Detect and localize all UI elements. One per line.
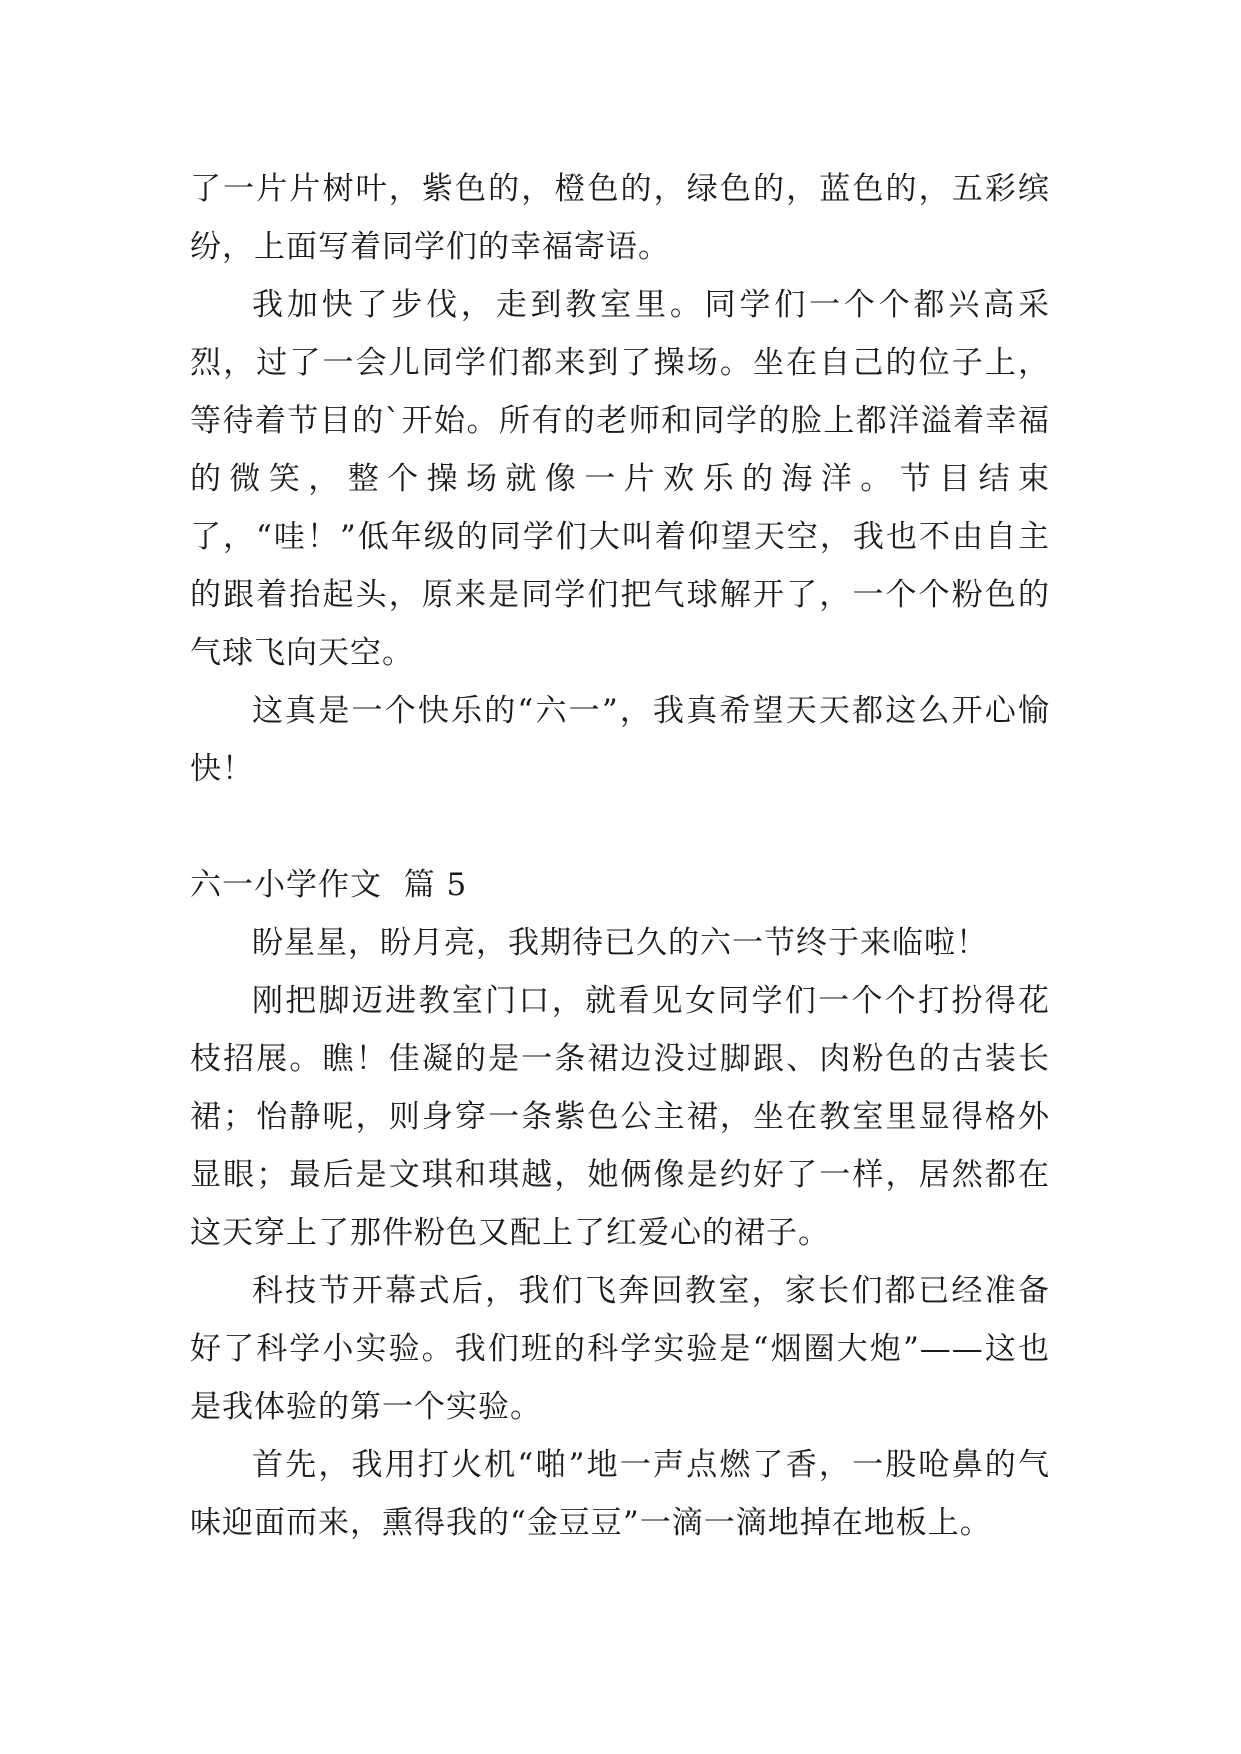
paragraph-happy-children-day: 这真是一个快乐的“六一”，我真希望天天都这么开心愉快！ (190, 693, 1050, 787)
paragraph-playground-balloons: 我加快了步伐，走到教室里。同学们一个个都兴高采烈，过了一会儿同学们都来到了操场。坐在自己的位子上，等待着节目的`开始。所有的老师和同学的脸上都洋溢着幸福的微笑，整个操场就像一片欢乐的海洋。节目结束了，“哇！”低年级的同学们大叫着仰望天空，我也不由自主的跟着抬起头，原来是同学们把气球解开了，一个个粉色的气球飞向天空。 (190, 287, 1050, 671)
paragraph-waiting-for-festival: 盼星星，盼月亮，我期待已久的六一节终于来临啦！ (252, 925, 988, 961)
paragraph-science-experiment: 科技节开幕式后，我们飞奔回教室，家长们都已经准备好了科学小实验。我们班的科学实验是“烟圈大炮”——这也是我体验的第一个实验。 (190, 1273, 1050, 1425)
document-body (190, 160, 1050, 1552)
paragraph-girls-dresses: 刚把脚迈进教室门口，就看见女同学们一个个打扮得花枝招展。瞧！佳凝的是一条裙边没过脚跟、肉粉色的古装长裙；怡静呢，则身穿一条紫色公主裙，坐在教室里显得格外显眼；最后是文琪和琪越，她俩像是约好了一样，居然都在这天穿上了那件粉色又配上了红爱心的裙子。 (190, 983, 1050, 1251)
section-heading: 六一小学作文 篇 5 (190, 867, 468, 903)
section-gap (190, 798, 1050, 856)
paragraph-leaves-greetings: 了一片片树叶，紫色的，橙色的，绿色的，蓝色的，五彩缤纷，上面写着同学们的幸福寄语。 (190, 171, 1050, 265)
paragraph-lighting-incense: 首先，我用打火机“啪”地一声点燃了香，一股呛鼻的气味迎面而来，熏得我的“金豆豆”一滴一滴地掉在地板上。 (190, 1447, 1050, 1541)
